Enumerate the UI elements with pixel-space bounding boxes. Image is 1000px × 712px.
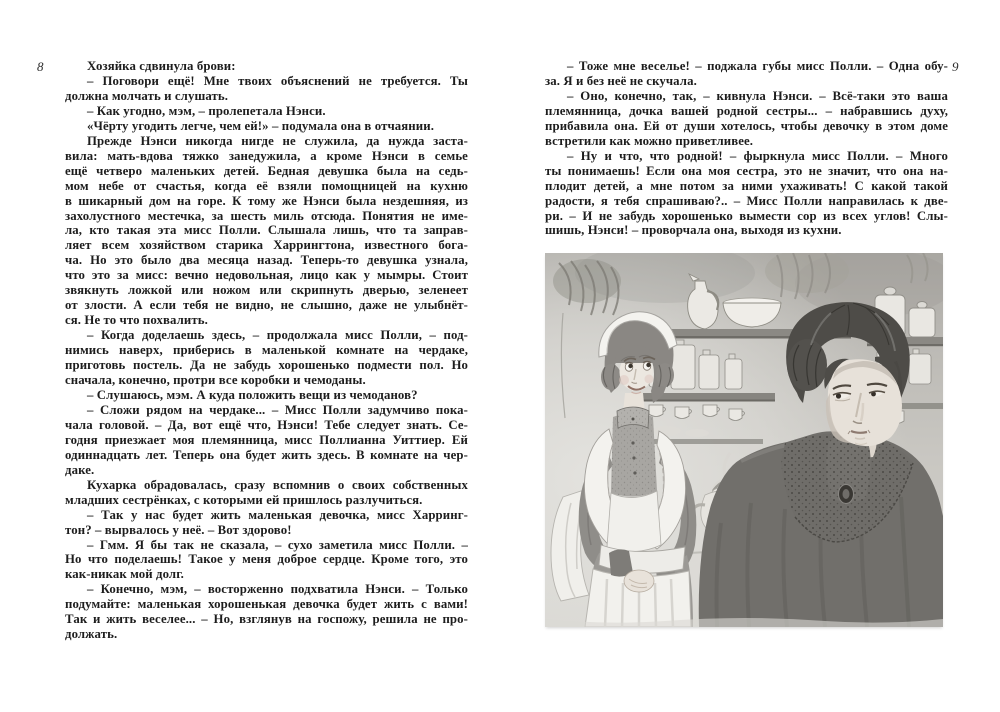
- text-line: ся. Не то что похвалить.: [65, 313, 208, 328]
- text-line: – Слушаюсь, мэм. А куда положить вещи из чемоданов?: [87, 387, 418, 402]
- text-line: в шикарный дом на горе. К тому же Нэнси была нездешняя, из: [65, 193, 469, 208]
- text-line: должна молчать и слушать.: [65, 88, 229, 103]
- text-line: сначала, конечно, протри все коробки и чемоданы.: [65, 373, 366, 388]
- text-line: вила: мать-вдова тяжко занедужила, а кроме Нэнси в семье: [65, 148, 468, 163]
- text-line: ещё четверо маленьких детей. Бедная девушка была на седь-: [65, 163, 468, 178]
- text-line: – Сложи рядом на чердаке... – Мисс Полли задумчиво пока-: [87, 402, 468, 417]
- text-line: мом небе от счастья, когда её взяли помощницей на кухню: [65, 178, 468, 193]
- text-line: тон? – вырвалось у неё. – Вот здорово!: [65, 522, 292, 537]
- kitchen-illustration: [545, 253, 943, 627]
- text-line: что это за мисс: вечно недовольная, лицо как у мымры. Стоит: [65, 268, 468, 283]
- text-line: захолустного местечка, за шесть миль отсюда. Понятия не име-: [65, 208, 469, 223]
- text-line: – Тоже мне веселье! – поджала губы мисс Полли. – Одна обу-: [567, 59, 948, 73]
- text-line: приготовь постель. Да не забудь хорошенько подмести пол. Но: [65, 358, 469, 373]
- mistress-face: [824, 357, 902, 447]
- text-line: годня приезжает моя племянница, мисс Поллианна Уиттиер. Ей: [65, 432, 468, 447]
- text-line: ляет всем хозяйством старика Харрингтона, известного бога-: [65, 238, 469, 253]
- hands: [624, 570, 654, 592]
- text-line: чала головой. – Да, вот ещё что, Нэнси! Тебе следует знать. Се-: [65, 417, 469, 432]
- left-page-text: [65, 59, 468, 642]
- text-line: от злости. А если тебя не видно, не слышно, даже не улыбнёт-: [65, 298, 469, 313]
- text-line: ла, кто такая эта мисс Полли. Слышала лишь, что та заправ-: [65, 223, 468, 238]
- illustration-svg: [545, 253, 943, 627]
- text-line: плодит детей, а мне потом за ними ухаживать! С какой такой: [545, 178, 949, 193]
- text-line: младших сестрёнках, с которыми ей пришлось разлучиться.: [65, 492, 423, 507]
- text-line: – Так у нас будет жить маленькая девочка, мисс Харринг-: [87, 507, 468, 522]
- right-page-text: [545, 59, 948, 238]
- text-line: одиннадцать лет. Теперь она будет жить здесь. В комнате на чер-: [65, 447, 468, 462]
- text-line: ты понимаешь! Если она моя сестра, это не значит, что она на-: [545, 163, 949, 178]
- text-line: как-никак мой долг.: [65, 567, 184, 582]
- text-line: – Когда доделаешь здесь, – продолжала мисс Полли, – под-: [87, 328, 469, 343]
- page-number-right: 9: [952, 59, 959, 74]
- text-line: прибавила она. Ей от души хотелось, чтобы девочку в этом доме: [545, 118, 949, 133]
- text-line: – Ну и что, что родной! – фыркнула мисс Полли. – Много: [567, 148, 948, 163]
- text-line: нимись наверх, приберись в маленькой комнате на чердаке,: [65, 343, 469, 358]
- text-line: Хозяйка сдвинула брови:: [87, 59, 236, 73]
- text-line: ри. – И не забудь хорошенько вымести сор из всех углов! Слы-: [545, 208, 948, 223]
- text-line: за. Я и без неё не скучала.: [545, 73, 697, 88]
- text-line: звякнуть ложкой или ножом или скрипнуть дверью, зеленеет: [65, 283, 468, 298]
- text-line: даке.: [65, 462, 95, 477]
- text-line: Но что поделаешь! Такое у меня доброе сердце. Кроме того, это: [65, 552, 468, 567]
- text-line: Кухарка обрадовалась, сразу вспомнив о своих собственных: [87, 477, 468, 492]
- text-line: – Гмм. Я бы так не сказала, – сухо заметила мисс Полли. –: [87, 537, 468, 552]
- text-line: – Конечно, мэм, – восторженно подхватила Нэнси. – Только: [87, 582, 469, 597]
- text-line: – Как угодно, мэм, – пролепетала Нэнси.: [87, 103, 326, 118]
- text-line: – Оно, конечно, так, – кивнула Нэнси. – Всё-таки это ваша: [567, 88, 948, 103]
- text-line: шишь, Нэнси! – проворчала она, выходя из кухни.: [545, 223, 842, 238]
- text-line: подумайте: маленькая хорошенькая девочка будет жить с вами!: [65, 597, 468, 612]
- text-line: ча. Но это было два месяца назад. Теперь-то девушка узнала,: [65, 253, 469, 268]
- text-line: «Чёрту угодить легче, чем ей!» – подумала она в отчаянии.: [87, 118, 435, 133]
- text-line: радости, я тебя спрашиваю?.. – Мисс Полли направилась к две-: [545, 193, 948, 208]
- text-line: племянница, дочка вашей родной сестры... – набравшись духу,: [545, 103, 948, 118]
- text-line: должать.: [65, 627, 118, 642]
- text-line: Прежде Нэнси никогда нигде не служила, да нужда заста-: [87, 133, 469, 148]
- text-line: Так и жить веселее... – Но, взглянув на госпожу, решила не про-: [65, 612, 469, 627]
- text-line: встретили как можно приветливее.: [545, 133, 754, 148]
- text-line: – Поговори ещё! Мне твоих объяснений не требуется. Ты: [87, 73, 469, 88]
- page-number-left: 8: [37, 59, 44, 74]
